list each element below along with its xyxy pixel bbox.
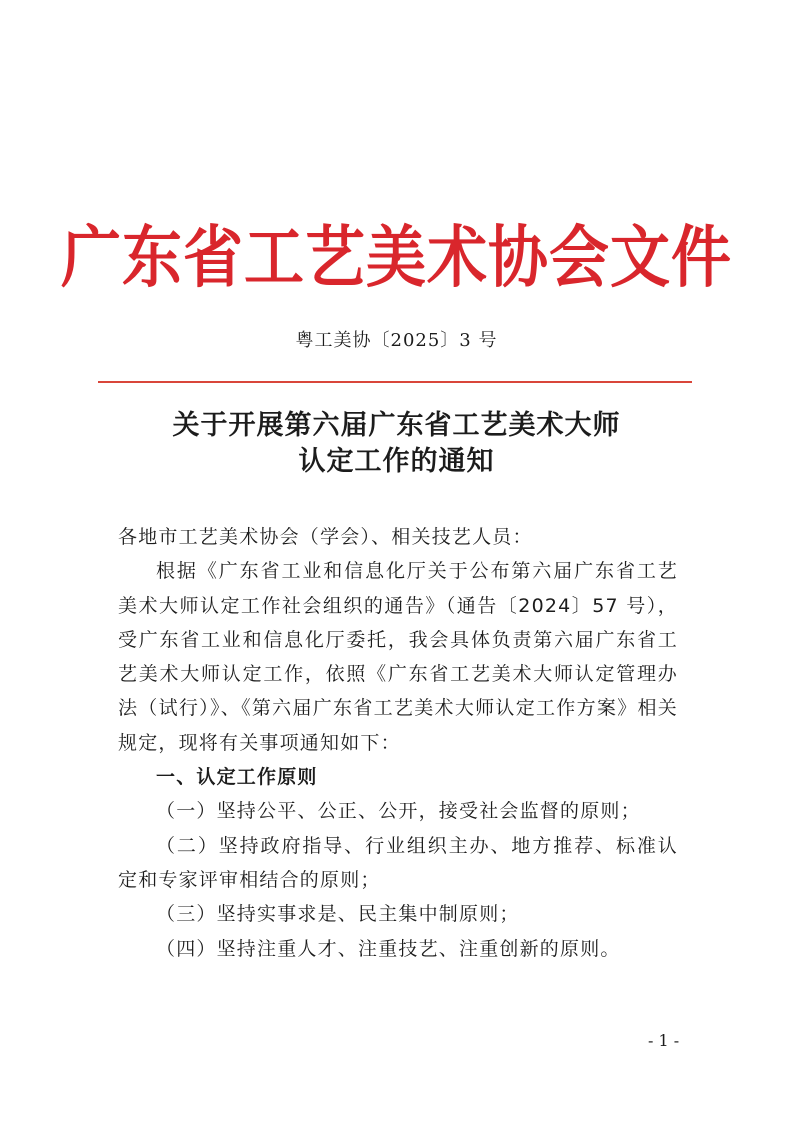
section-heading: 一、认定工作原则 xyxy=(156,766,318,789)
org-title: 广东省工艺美术协会文件 xyxy=(61,218,732,298)
page-number: - 1 - xyxy=(648,1031,680,1050)
principle-item: （三）坚持实事求是、民主集中制原则； xyxy=(156,903,520,926)
notice-title-line-1: 关于开展第六届广东省工艺美术大师 xyxy=(172,410,621,441)
red-divider xyxy=(98,381,692,383)
principle-item: （二）坚持政府指导、行业组织主办、地方推荐、标准认定和专家评审相结合的原则； xyxy=(118,834,678,891)
principle-item: （四）坚持注重人才、注重技艺、注重创新的原则。 xyxy=(156,937,621,960)
doc-number: 粤工美协〔2025〕3 号 xyxy=(295,330,498,351)
intro-paragraph: 根据《广东省工业和信息化厅关于公布第六届广东省工艺美术大师认定工作社会组织的通告》（通告〔2024〕57 号），受广东省工业和信息化厅委托，我会具体负责第六届广东省工艺美术大师认定工作，依照《广东省工艺美术大师认定管理办法（试行）》、《第六届广东省工艺美术大师认定工作方案》相关规定，现将有关事项通知如下： xyxy=(118,560,678,754)
notice-title xyxy=(0,408,793,480)
notice-title-line-2: 认定工作的通知 xyxy=(298,446,495,477)
principle-item: （一）坚持公平、公正、公开，接受社会监督的原则； xyxy=(156,800,641,823)
salutation: 各地市工艺美术协会（学会）、相关技艺人员： xyxy=(118,526,533,548)
notice-body xyxy=(118,520,678,966)
